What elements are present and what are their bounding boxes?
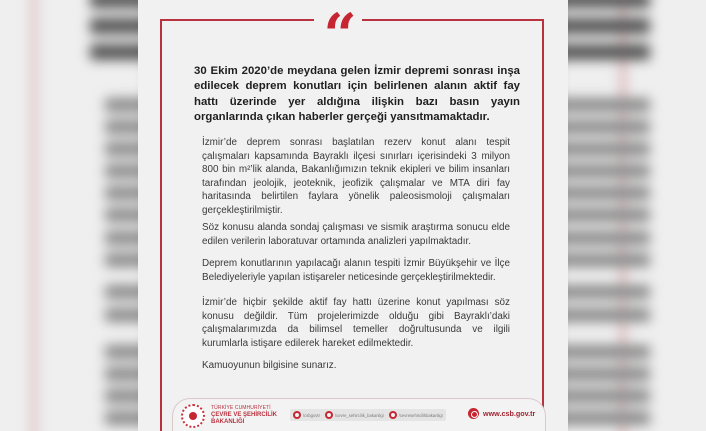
website-link[interactable] [468,408,535,419]
facebook-icon [389,411,397,419]
statement-paragraph-3: Deprem konutlarının yapılacağı alanın tespiti İzmir Büyükşehir ve İlçe Belediyeleriyle yapılan istişareler neticesinde gerçekleştirilmektedir. [202,258,510,283]
ministry-name-line1: TÜRKİYE CUMHURİYETİ [211,405,271,411]
footer-bar [172,398,546,431]
instagram-icon [325,411,333,419]
ministry-name-line3: BAKANLIĞI [211,419,245,425]
social-handle: /cevre_sehircilik_bakanligi [335,412,384,418]
statement-lead: 30 Ekim 2020’de meydana gelen İzmir depremi sonrası inşa edilecek deprem konutları için belirlenen alanın aktif fay hattı üzerinde yer aldığına ilişkin bazı basın yayın organlarında çıkan haberler gerçeği yansıtmamaktadır. [194,65,520,123]
social-link-facebook[interactable] [389,411,443,419]
ministry-name-line2: ÇEVRE VE ŞEHİRCİLİK [211,412,278,418]
ministry-name [211,405,277,426]
social-links [290,409,446,421]
social-handle: /cevresehircilikbakanligi [398,412,443,418]
statement-closing: Kamuoyunun bilgisine sunarız. [202,360,337,371]
website-url: www.csb.gov.tr [483,409,536,418]
twitter-icon [293,411,301,419]
globe-icon [468,408,479,419]
press-statement-card [138,0,568,431]
quote-mark-icon: “ [323,1,353,69]
statement-paragraph-4: İzmir’de hiçbir şekilde aktif fay hattı üzerine konut yapılması söz konusu değildir. Tüm projelerimizde olduğu gibi Bayraklı’daki çalışmalarımızda da bilimsel temeller doğrultusunda ve ilgili kurumlarla istişare edilerek hareket edilmektedir. [202,297,510,349]
statement-paragraph-1: İzmir’de deprem sonrası başlatılan rezerv konut alanı tespit çalışmaları kapsamında Bayraklı ilçesi sınırları içerisindeki 3 milyon 800 bin m²’lik alanda, Bakanlığımızın teknik ekipleri ve bilim insanları tarafından jeolojik, jeoteknik, jeofizik çalışmalar ve MTA diri fay haritasında belirtilen faylara yönelik paleosismoloji çalışmaları gerçekleştirilmiştir. [202,137,510,216]
social-link-instagram[interactable] [325,411,384,419]
social-handle: /csbgovtr [303,412,320,418]
social-link-twitter[interactable] [293,411,320,419]
ministry-seal-icon [181,404,205,428]
statement-paragraph-2: Söz konusu alanda sondaj çalışması ve sismik araştırma sonucu elde edilen verilerin laboratuvar ortamında analizleri yapılmaktadır. [202,222,510,247]
